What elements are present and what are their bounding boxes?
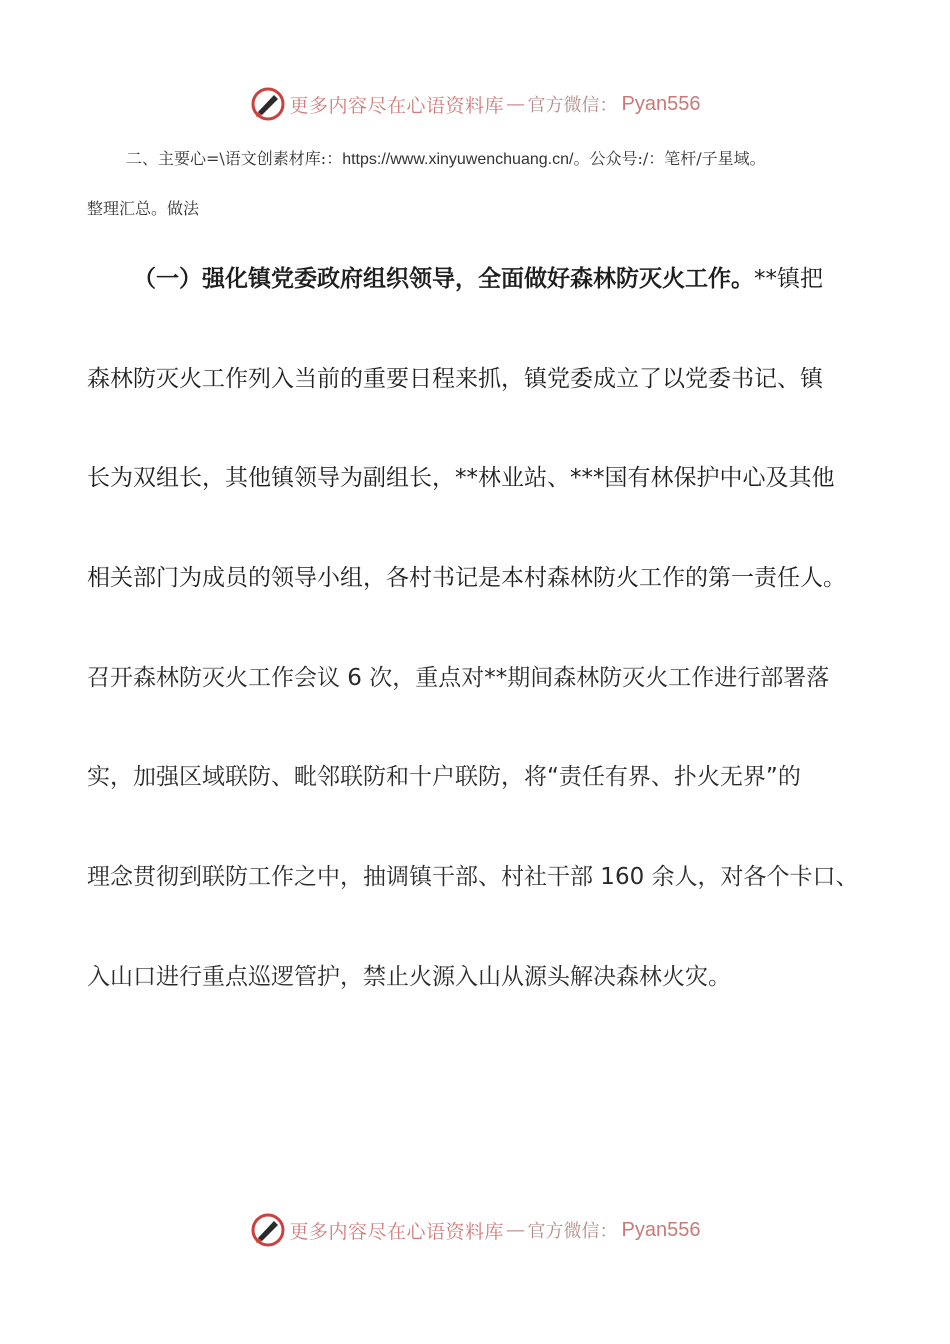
banner-wechat-label: 官方微信： — [527, 1221, 618, 1242]
banner-separator: — — [506, 1219, 526, 1241]
banner-separator: — — [506, 93, 526, 115]
banner-title: 更多内容尽在心语资料库 — [289, 1220, 505, 1243]
paragraph-line: 理念贯彻到联防工作之中，抽调镇干部、村社干部 160 余人，对各个卡口、 — [87, 864, 859, 891]
banner-wechat-label: 官方微信： — [527, 95, 618, 116]
paragraph-line: 相关部门为成员的领导小组，各村书记是本村森林防火工作的第一责任人。 — [87, 565, 846, 592]
paragraph-line: 实，加强区域联防、毗邻联防和十户联防，将“责任有界、扑火无界”的 — [87, 764, 801, 791]
banner-wechat-id: Pyan556 — [621, 1218, 701, 1241]
banner-title: 更多内容尽在心语资料库 — [289, 94, 505, 117]
pen-circle-logo-icon — [250, 1212, 286, 1248]
paragraph-line: 长为双组长，其他镇领导为副组长，**林业站、***国有林保护中心及其他 — [87, 465, 835, 492]
paragraph-line: 森林防灭火工作列入当前的重要日程来抓，镇党委成立了以党委书记、镇 — [87, 365, 823, 392]
intro-url: https://www.xinyuwenchuang.cn/ — [342, 151, 574, 168]
intro-line-1 — [126, 146, 766, 169]
pen-circle-logo-icon — [250, 86, 286, 122]
paragraph-line — [87, 230, 887, 330]
intro-suffix: 。公众号:/：笔杆/子星域。 — [573, 149, 766, 168]
footer-banner — [0, 1208, 950, 1252]
paragraph-line: 召开森林防灭火工作会议 6 次，重点对**期间森林防灭火工作进行部署落 — [87, 664, 830, 691]
section-heading: （一）强化镇党委政府组织领导，全面做好森林防灭火工作。 — [133, 266, 754, 292]
intro-prefix: 二、主要心=\语文创素材库:： — [126, 149, 343, 168]
section-paragraph — [87, 230, 887, 1028]
paragraph-line: 入山口进行重点巡逻管护，禁止火源入山从源头解决森林火灾。 — [87, 963, 731, 990]
heading-tail: **镇把 — [754, 266, 823, 292]
header-banner — [0, 82, 950, 126]
intro-line-2: 整理汇总。做法 — [87, 199, 200, 218]
banner-wechat-id: Pyan556 — [621, 92, 701, 115]
